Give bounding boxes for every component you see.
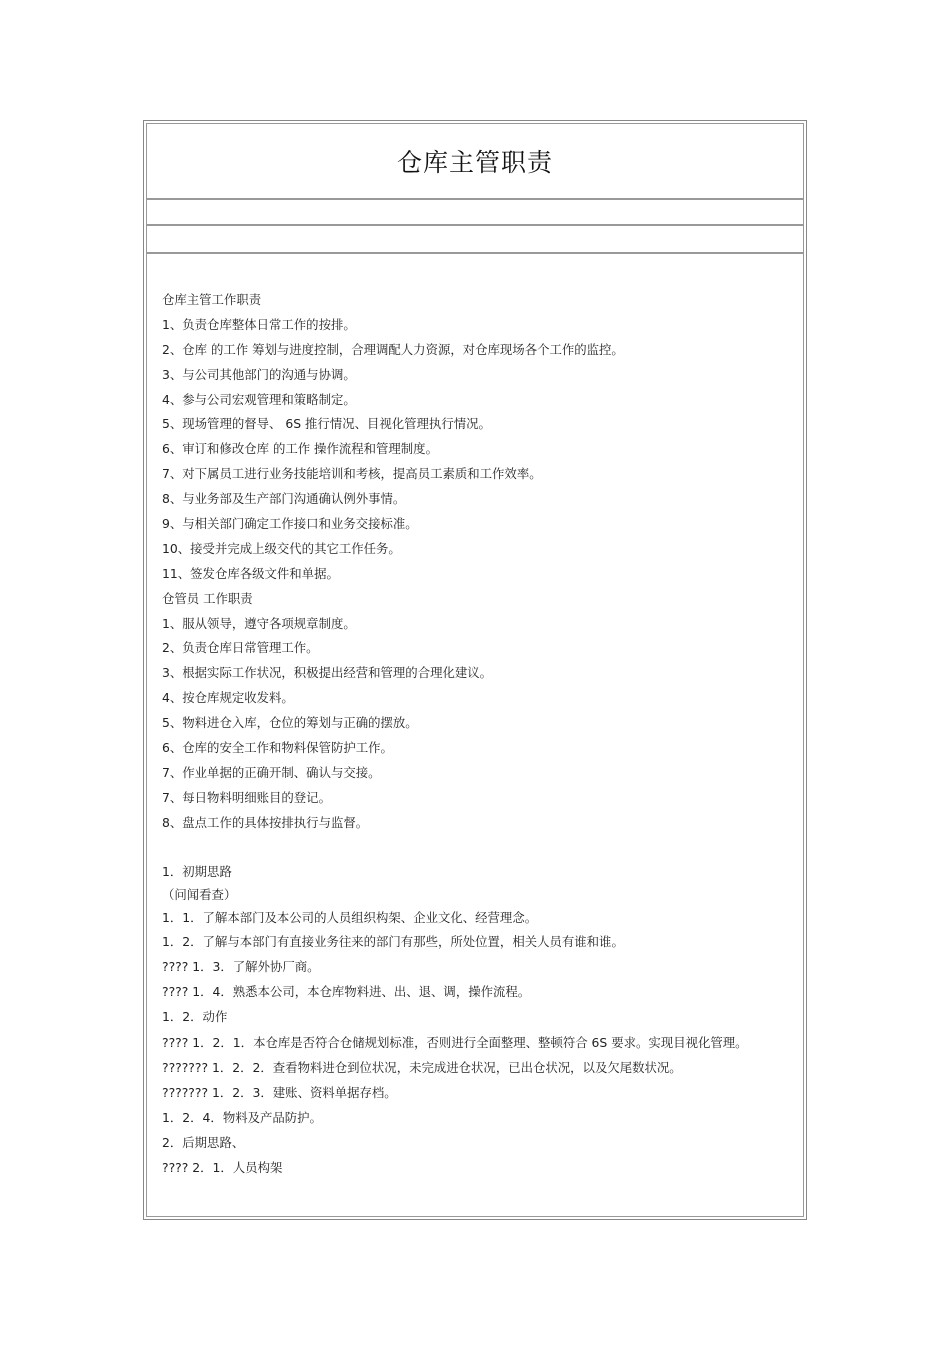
text-line: ??????? 1．2．2．查看物料进仓到位状况，未完成进仓状况，已出仓状况，以及欠尾数状况。 bbox=[162, 1060, 682, 1076]
text-line: 7、对下属员工进行业务技能培训和考核，提高员工素质和工作效率。 bbox=[162, 466, 542, 482]
text-line: 8、盘点工作的具体按排执行与监督。 bbox=[162, 814, 369, 830]
text-line-wrapped: ???? 1．2．1．本仓库是否符合仓储规划标准，否则进行全面整理、整顿符合 6S 要求。实现目视化管理。 bbox=[162, 1035, 748, 1051]
text-line: 9、与相关部门确定工作接口和业务交接标准。 bbox=[162, 516, 418, 532]
text-line: 5、物料进仓入库，仓位的筹划与正确的摆放。 bbox=[162, 715, 418, 731]
text-line: 2、仓库 的工作 筹划与进度控制，合理调配人力资源，对仓库现场各个工作的监控。 bbox=[162, 341, 624, 357]
text-line: ???? 1．3．了解外协厂商。 bbox=[162, 959, 320, 975]
document-title: 仓库主管职责 bbox=[396, 148, 553, 177]
text-line: 6、仓库的安全工作和物料保管防护工作。 bbox=[162, 740, 393, 756]
text-line: 4、按仓库规定收发料。 bbox=[162, 690, 294, 706]
text-line: 6、审订和修改仓库 的工作 操作流程和管理制度。 bbox=[162, 441, 438, 457]
text-line: 1．2．了解与本部门有直接业务往来的部门有那些，所处位置，相关人员有谁和谁。 bbox=[162, 934, 624, 950]
text-line: 2．后期思路、 bbox=[162, 1134, 245, 1150]
text-line: （问闻看查） bbox=[162, 886, 237, 902]
section-heading: 仓库主管工作职责 bbox=[162, 292, 262, 307]
text-line: 2、负责仓库日常管理工作。 bbox=[162, 640, 319, 656]
text-line: 10、接受并完成上级交代的其它工作任务。 bbox=[162, 540, 401, 556]
text-line: 1．2．动作 bbox=[162, 1009, 228, 1025]
content-body bbox=[162, 288, 785, 1181]
empty-row-2 bbox=[146, 225, 804, 253]
content-cell bbox=[146, 253, 804, 1217]
text-line: 1．1．了解本部门及本公司的人员组织构架、企业文化、经营理念。 bbox=[162, 909, 538, 925]
text-line: ??????? 1．2．3．建账、资料单据存档。 bbox=[162, 1084, 397, 1100]
text-line: 11、签发仓库各级文件和单据。 bbox=[162, 565, 339, 581]
spacer bbox=[162, 836, 785, 860]
text-line: 1、负责仓库整体日常工作的按排。 bbox=[162, 316, 356, 332]
text-line: 1．2．4．物料及产品防护。 bbox=[162, 1109, 322, 1125]
text-line: 5、现场管理的督导、 6S 推行情况、目视化管理执行情况。 bbox=[162, 416, 491, 432]
section-heading: 仓管员 工作职责 bbox=[162, 590, 253, 606]
title-cell bbox=[146, 123, 804, 199]
empty-row-1 bbox=[146, 199, 804, 225]
text-line: 3、根据实际工作状况，积极提出经营和管理的合理化建议。 bbox=[162, 665, 493, 681]
text-line: 4、参与公司宏观管理和策略制定。 bbox=[162, 391, 356, 407]
text-line: 7、作业单据的正确开制、确认与交接。 bbox=[162, 764, 381, 780]
document-frame bbox=[143, 120, 807, 1220]
text-line: 7、每日物料明细账目的登记。 bbox=[162, 789, 331, 805]
text-line: 3、与公司其他部门的沟通与协调。 bbox=[162, 366, 356, 382]
text-line: ???? 1．4．熟悉本公司，本仓库物料进、出、退、调，操作流程。 bbox=[162, 984, 531, 1000]
text-line: 1、服从领导，遵守各项规章制度。 bbox=[162, 615, 356, 631]
text-line: 8、与业务部及生产部门沟通确认例外事情。 bbox=[162, 491, 406, 507]
text-line: ???? 2．1．人员构架 bbox=[162, 1159, 283, 1175]
section-heading: 1．初期思路 bbox=[162, 863, 232, 879]
